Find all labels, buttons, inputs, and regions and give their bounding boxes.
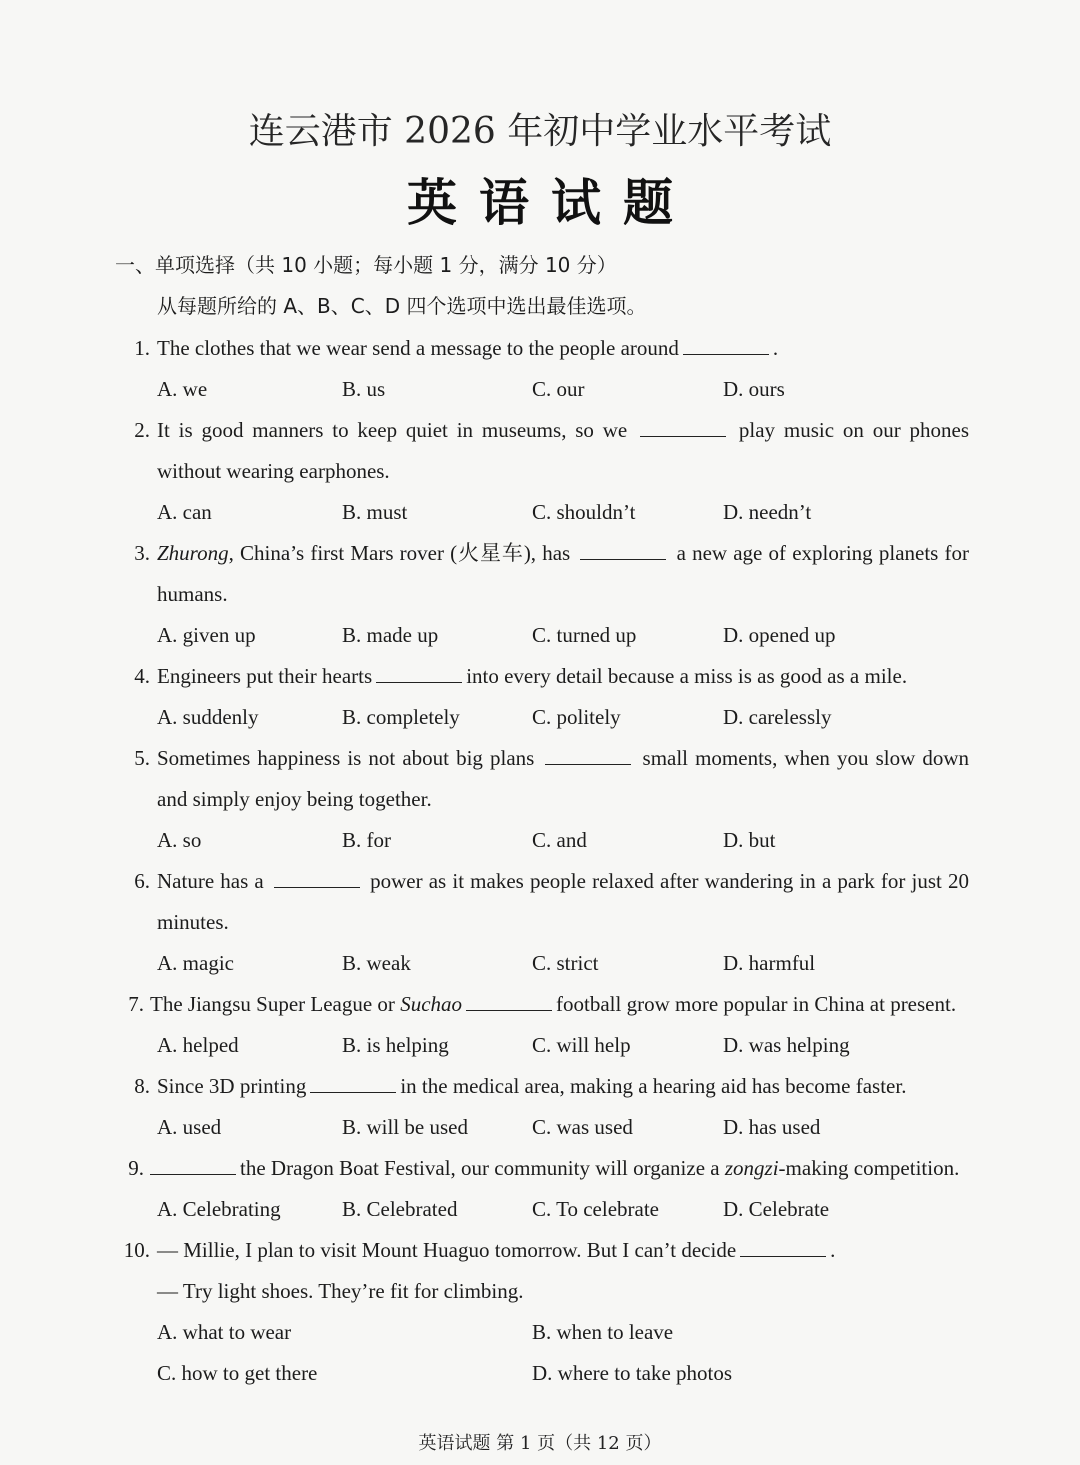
option-d: D. harmful: [723, 951, 816, 975]
option-d: D. was helping: [723, 1033, 850, 1057]
question-stem: It is good manners to keep quiet in museums, so we play music on our phones: [157, 418, 969, 442]
question-stem: Engineers put their hearts into every detail because a miss is as good as a mile.: [157, 664, 908, 688]
option-b: B. us: [342, 377, 386, 401]
option-c: C. how to get there: [157, 1361, 318, 1385]
option-c: C. was used: [532, 1115, 633, 1139]
option-b: B. when to leave: [532, 1320, 674, 1344]
question-stem: The Jiangsu Super League or Suchao football grow more popular in China at present.: [150, 992, 957, 1016]
question-stem-continued: and simply enjoy being together.: [157, 787, 432, 811]
option-a: A. used: [157, 1115, 222, 1139]
answer-blank: [740, 1236, 826, 1257]
option-d: D. carelessly: [723, 705, 832, 729]
option-b: B. for: [342, 828, 391, 852]
question-number: 6.: [134, 869, 150, 893]
option-d: D. where to take photos: [532, 1361, 733, 1385]
question-stem: — Millie, I plan to visit Mount Huaguo tomorrow. But I can’t decide .: [157, 1238, 836, 1262]
answer-blank: [310, 1072, 396, 1093]
question-number: 1.: [134, 336, 150, 360]
option-b: B. will be used: [342, 1115, 468, 1139]
answer-blank: [376, 662, 462, 683]
option-a: A. magic: [157, 951, 234, 975]
option-c: C. our: [532, 377, 585, 401]
option-d: D. has used: [723, 1115, 821, 1139]
question-number: 4.: [134, 664, 150, 688]
option-a: A. given up: [157, 623, 256, 647]
option-a: A. so: [157, 828, 202, 852]
question-number: 9.: [128, 1156, 144, 1180]
question-stem: Zhurong, China’s first Mars rover (火星车), has a new age of exploring planets for: [157, 541, 969, 565]
question-stem: the Dragon Boat Festival, our community will organize a zongzi-making competition.: [150, 1154, 974, 1182]
option-a: A. we: [157, 377, 208, 401]
answer-blank: [150, 1154, 236, 1175]
question-stem-continued: — Try light shoes. They’re fit for climbing.: [157, 1279, 524, 1303]
question-number: 10.: [123, 1238, 150, 1262]
answer-blank: [466, 990, 552, 1011]
question-stem: The clothes that we wear send a message to the people around .: [157, 336, 779, 360]
option-d: D. opened up: [723, 623, 836, 647]
question-number: 5.: [134, 746, 150, 770]
option-d: D. needn’t: [723, 500, 812, 524]
question-stem-continued: minutes.: [157, 910, 229, 934]
question-stem-continued: without wearing earphones.: [157, 459, 390, 483]
answer-blank: [640, 416, 726, 437]
option-a: A. can: [157, 500, 212, 524]
option-c: C. turned up: [532, 623, 637, 647]
question-stem: Nature has a power as it makes people relaxed after wandering in a park for just 20: [157, 869, 970, 893]
option-a: A. Celebrating: [157, 1197, 281, 1221]
option-c: C. politely: [532, 705, 621, 729]
question-number: 7.: [128, 992, 144, 1016]
answer-blank: [545, 744, 631, 765]
option-c: C. strict: [532, 951, 599, 975]
option-c: C. and: [532, 828, 587, 852]
subject-title: 英语试题: [407, 174, 695, 232]
answer-blank: [683, 334, 769, 355]
option-b: B. weak: [342, 951, 411, 975]
option-d: D. but: [723, 828, 776, 852]
answer-blank: [580, 539, 666, 560]
option-a: A. suddenly: [157, 705, 259, 729]
option-c: C. shouldn’t: [532, 500, 636, 524]
question-number: 3.: [134, 541, 150, 565]
option-d: D. Celebrate: [723, 1197, 830, 1221]
option-b: B. made up: [342, 623, 439, 647]
question-stem: Since 3D printing in the medical area, making a hearing aid has become faster.: [157, 1074, 907, 1098]
question-number: 2.: [134, 418, 150, 442]
answer-blank: [274, 867, 360, 888]
option-b: B. Celebrated: [342, 1197, 458, 1221]
option-c: C. To celebrate: [532, 1197, 660, 1221]
option-a: A. what to wear: [157, 1320, 292, 1344]
option-b: B. must: [342, 500, 408, 524]
question-number: 8.: [134, 1074, 150, 1098]
question-stem-continued: humans.: [157, 582, 228, 606]
option-b: B. completely: [342, 705, 460, 729]
exam-title: 连云港市 2026 年初中学业水平考试: [248, 111, 832, 152]
section-heading: 一、单项选择（共 10 小题；每小题 1 分，满分 10 分）: [115, 253, 617, 277]
option-c: C. will help: [532, 1033, 631, 1057]
option-a: A. helped: [157, 1033, 239, 1057]
question-stem: Sometimes happiness is not about big plans small moments, when you slow down: [157, 746, 970, 770]
section-instruction: 从每题所给的 A、B、C、D 四个选项中选出最佳选项。: [157, 294, 647, 318]
option-d: D. ours: [723, 377, 785, 401]
option-b: B. is helping: [342, 1033, 449, 1057]
page-footer: 英语试题 第 1 页（共 12 页）: [418, 1433, 662, 1454]
